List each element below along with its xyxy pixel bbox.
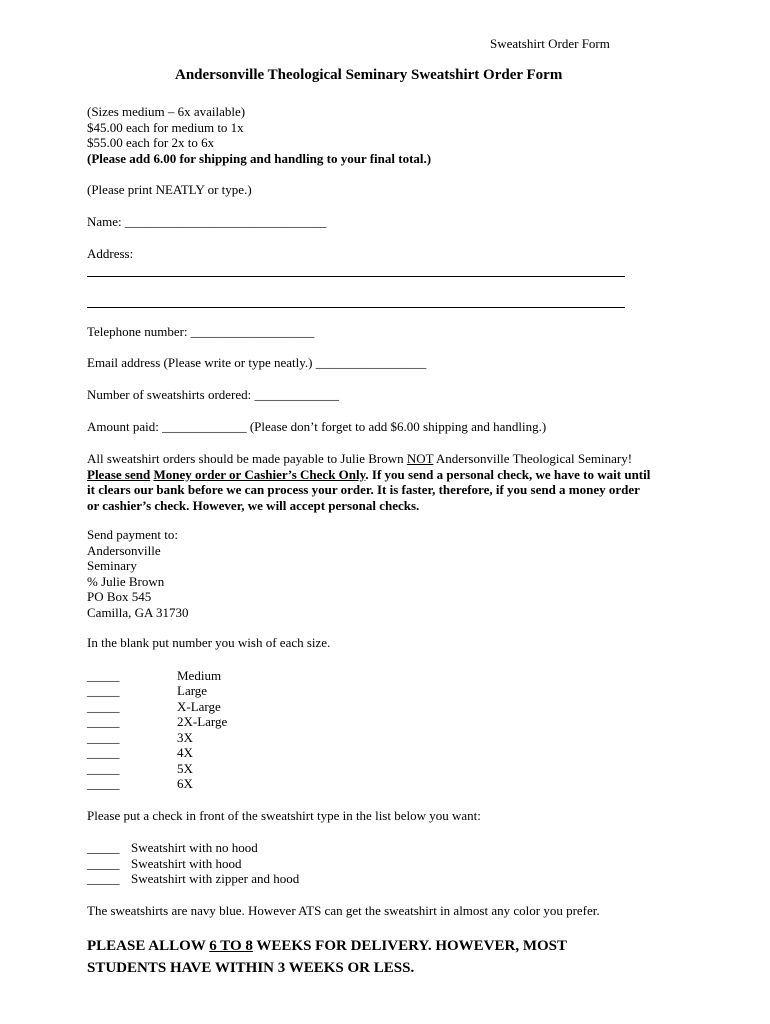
email-field[interactable]: Email address (Please write or type neatly.) _________________ <box>87 355 427 370</box>
size-label: 4X <box>177 745 193 760</box>
size-row-large[interactable] <box>87 683 207 699</box>
size-row-6x[interactable] <box>87 776 193 792</box>
mailing-heading: Send payment to: <box>87 527 178 542</box>
type-label: Sweatshirt with no hood <box>131 840 258 855</box>
payment-line4: or cashier’s check. However, we will accept personal checks. <box>87 497 420 513</box>
delivery-weeks: 6 TO 8 <box>209 938 253 954</box>
mailing-line: % Julie Brown <box>87 573 165 589</box>
mailing-line: Andersonville <box>87 542 161 558</box>
size-blank[interactable]: _____ <box>87 776 120 791</box>
sweatshirt-count-field[interactable]: Number of sweatshirts ordered: _____________ <box>87 387 340 402</box>
size-blank[interactable]: _____ <box>87 683 120 698</box>
size-blank[interactable]: _____ <box>87 730 120 745</box>
sizes-note: (Sizes medium – 6x available) <box>87 104 246 119</box>
size-label: X-Large <box>177 699 221 714</box>
amount-paid-field[interactable]: Amount paid: _____________ (Please don’t forget to add $6.00 shipping and handling.) <box>87 419 547 434</box>
price-2x-to-6x: $55.00 each for 2x to 6x <box>87 135 215 150</box>
please-send: Please send <box>87 466 151 482</box>
size-label: 3X <box>177 730 193 745</box>
mailing-line: PO Box 545 <box>87 589 152 604</box>
type-row-hood[interactable] <box>87 856 242 872</box>
size-row-xlarge[interactable] <box>87 699 221 715</box>
type-blank[interactable]: _____ <box>87 856 120 871</box>
size-label: 5X <box>177 761 193 776</box>
name-field[interactable]: Name: _______________________________ <box>87 214 327 229</box>
price-medium-to-1x: $45.00 each for medium to 1x <box>87 119 244 135</box>
delivery-line2: STUDENTS HAVE WITHIN 3 WEEKS OR LESS. <box>87 960 415 976</box>
payment-line3: it clears our bank before we can process your order. It is faster, therefore, if you send a money order <box>87 482 640 497</box>
mailing-line: Camilla, GA 31730 <box>87 604 189 620</box>
sizes-instruction: In the blank put number you wish of each size. <box>87 635 331 650</box>
type-label: Sweatshirt with zipper and hood <box>131 871 300 886</box>
type-row-zipper-hood[interactable] <box>87 871 299 887</box>
pricing-block <box>87 104 431 166</box>
size-label: Medium <box>177 668 222 683</box>
type-blank[interactable]: _____ <box>87 840 120 855</box>
page-title: Andersonville Theological Seminary Sweatshirt Order Form <box>175 67 563 83</box>
size-row-5x[interactable] <box>87 761 193 777</box>
delivery-part2: WEEKS FOR DELIVERY. HOWEVER, MOST <box>252 938 568 954</box>
size-row-medium[interactable] <box>87 668 221 684</box>
type-blank[interactable]: _____ <box>87 871 120 886</box>
size-blank[interactable]: _____ <box>87 668 120 683</box>
payment-line2-rest: . If you send a personal check, we have to wait until <box>365 466 651 482</box>
print-note: (Please print NEATLY or type.) <box>87 182 252 197</box>
size-blank[interactable]: _____ <box>87 761 120 776</box>
address-line-2[interactable] <box>87 307 625 308</box>
size-label: Large <box>177 683 208 698</box>
mailing-address <box>87 527 188 620</box>
payment-line1-post: Andersonville Theological Seminary! <box>433 451 633 466</box>
size-blank[interactable]: _____ <box>87 699 120 714</box>
size-blank[interactable]: _____ <box>87 745 120 760</box>
mailing-line: Seminary <box>87 558 137 573</box>
payment-line1-pre: All sweatshirt orders should be made payable to Julie Brown <box>87 451 407 466</box>
size-row-2xlarge[interactable] <box>87 714 227 730</box>
payment-not: NOT <box>406 451 434 466</box>
delivery-notice <box>87 935 687 979</box>
color-note: The sweatshirts are navy blue. However ATS can get the sweatshirt in almost any color you prefer. <box>87 903 600 918</box>
delivery-part1: PLEASE ALLOW <box>87 938 210 954</box>
telephone-field[interactable]: Telephone number: ___________________ <box>87 324 315 339</box>
type-row-no-hood[interactable] <box>87 840 258 856</box>
types-instruction: Please put a check in front of the sweatshirt type in the list below you want: <box>87 808 481 823</box>
corner-form-label: Sweatshirt Order Form <box>490 36 610 51</box>
size-row-4x[interactable] <box>87 745 193 761</box>
size-row-3x[interactable] <box>87 730 193 746</box>
size-label: 2X-Large <box>177 714 228 729</box>
type-label: Sweatshirt with hood <box>131 856 242 871</box>
address-line-1[interactable] <box>87 276 625 277</box>
address-label: Address: <box>87 246 134 261</box>
shipping-note: (Please add 6.00 for shipping and handling to your final total.) <box>87 150 432 166</box>
size-label: 6X <box>177 776 193 791</box>
payment-instructions <box>87 451 697 513</box>
size-blank[interactable]: _____ <box>87 714 120 729</box>
money-order-only: Money order or Cashier’s Check Only <box>153 466 366 482</box>
